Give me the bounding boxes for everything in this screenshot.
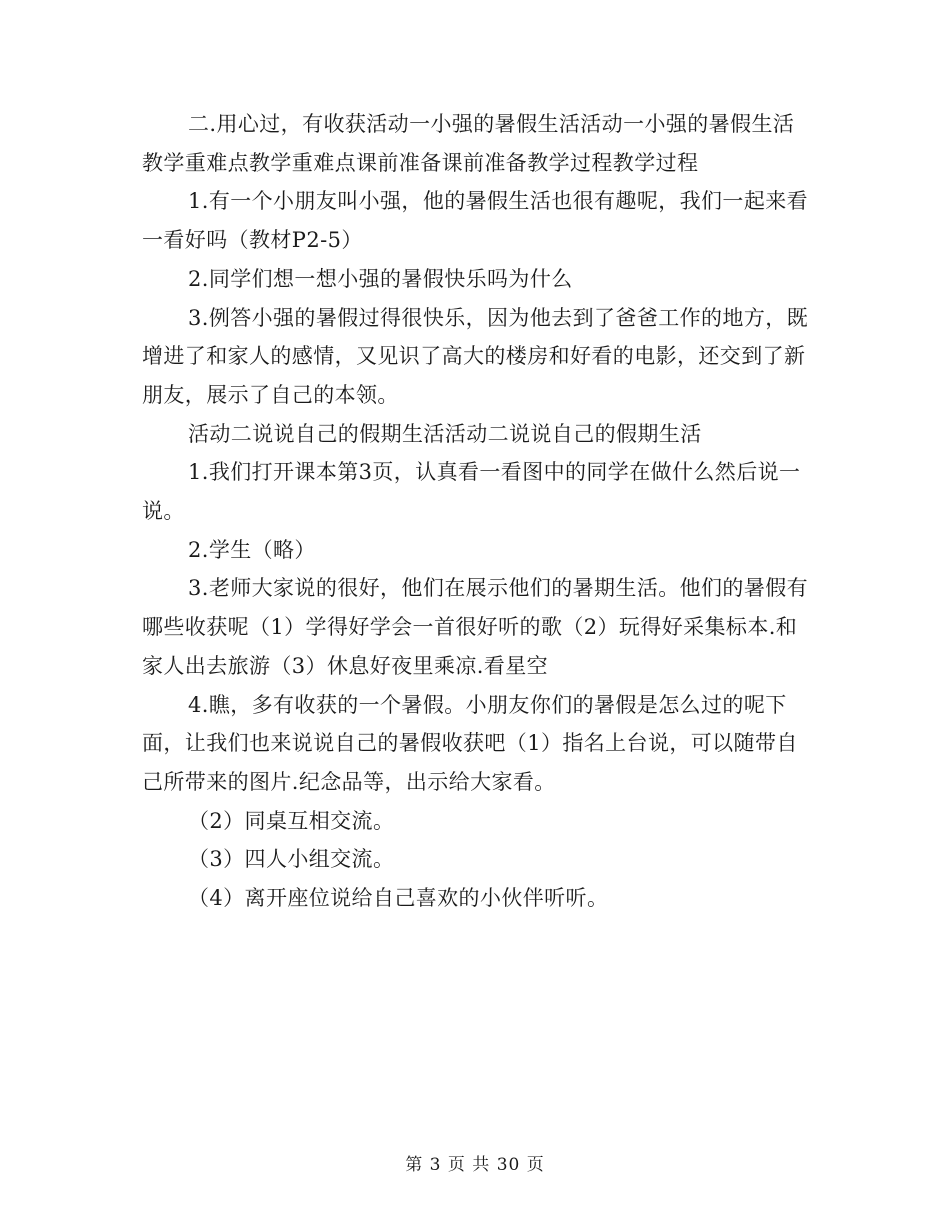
paragraph-substep-2: （2）同桌互相交流。 <box>188 808 395 833</box>
paragraph-activity-2-step-4: 4.瞧，多有收获的一个暑假。小朋友你们的暑假是怎么过的呢下面，让我们也来说说自己的暑假收获吧（1）指名上台说，可以随带自己所带来的图片.纪念品等，出示给大家看。 <box>142 692 798 794</box>
paragraph-activity-2-title: 活动二说说自己的假期生活活动二说说自己的假期生活 <box>188 421 702 446</box>
paragraph-activity-2-step-2: 2.学生（略） <box>188 537 316 562</box>
paragraph-step-2: 2.同学们想一想小强的暑假快乐吗为什么 <box>188 266 573 291</box>
paragraph-substep-3: （3）四人小组交流。 <box>188 847 395 872</box>
paragraph-section-title: 二.用心过，有收获活动一小强的暑假生活活动一小强的暑假生活教学重难点教学重难点课前准备课前准备教学过程教学过程 <box>142 112 795 175</box>
paragraph-substep-4: （4）离开座位说给自己喜欢的小伙伴听听。 <box>188 886 609 911</box>
page-number-footer: 第 3 页 共 30 页 <box>405 1155 545 1175</box>
paragraph-step-1: 1.有一个小朋友叫小强，他的暑假生活也很有趣呢，我们一起来看一看好吗（教材P2-5） <box>142 189 809 253</box>
paragraph-activity-2-step-1: 1.我们打开课本第3页，认真看一看图中的同学在做什么然后说一说。 <box>142 460 801 524</box>
paragraph-activity-2-step-3: 3.老师大家说的很好，他们在展示他们的暑期生活。他们的暑假有哪些收获呢（1）学得好学会一首很好听的歌（2）玩得好采集标本.和家人出去旅游（3）休息好夜里乘凉.看星空 <box>142 576 809 678</box>
document-body <box>142 105 810 918</box>
paragraph-step-3: 3.例答小强的暑假过得很快乐，因为他去到了爸爸工作的地方，既增进了和家人的感情，又见识了高大的楼房和好看的电影，还交到了新朋友，展示了自己的本领。 <box>142 305 809 407</box>
